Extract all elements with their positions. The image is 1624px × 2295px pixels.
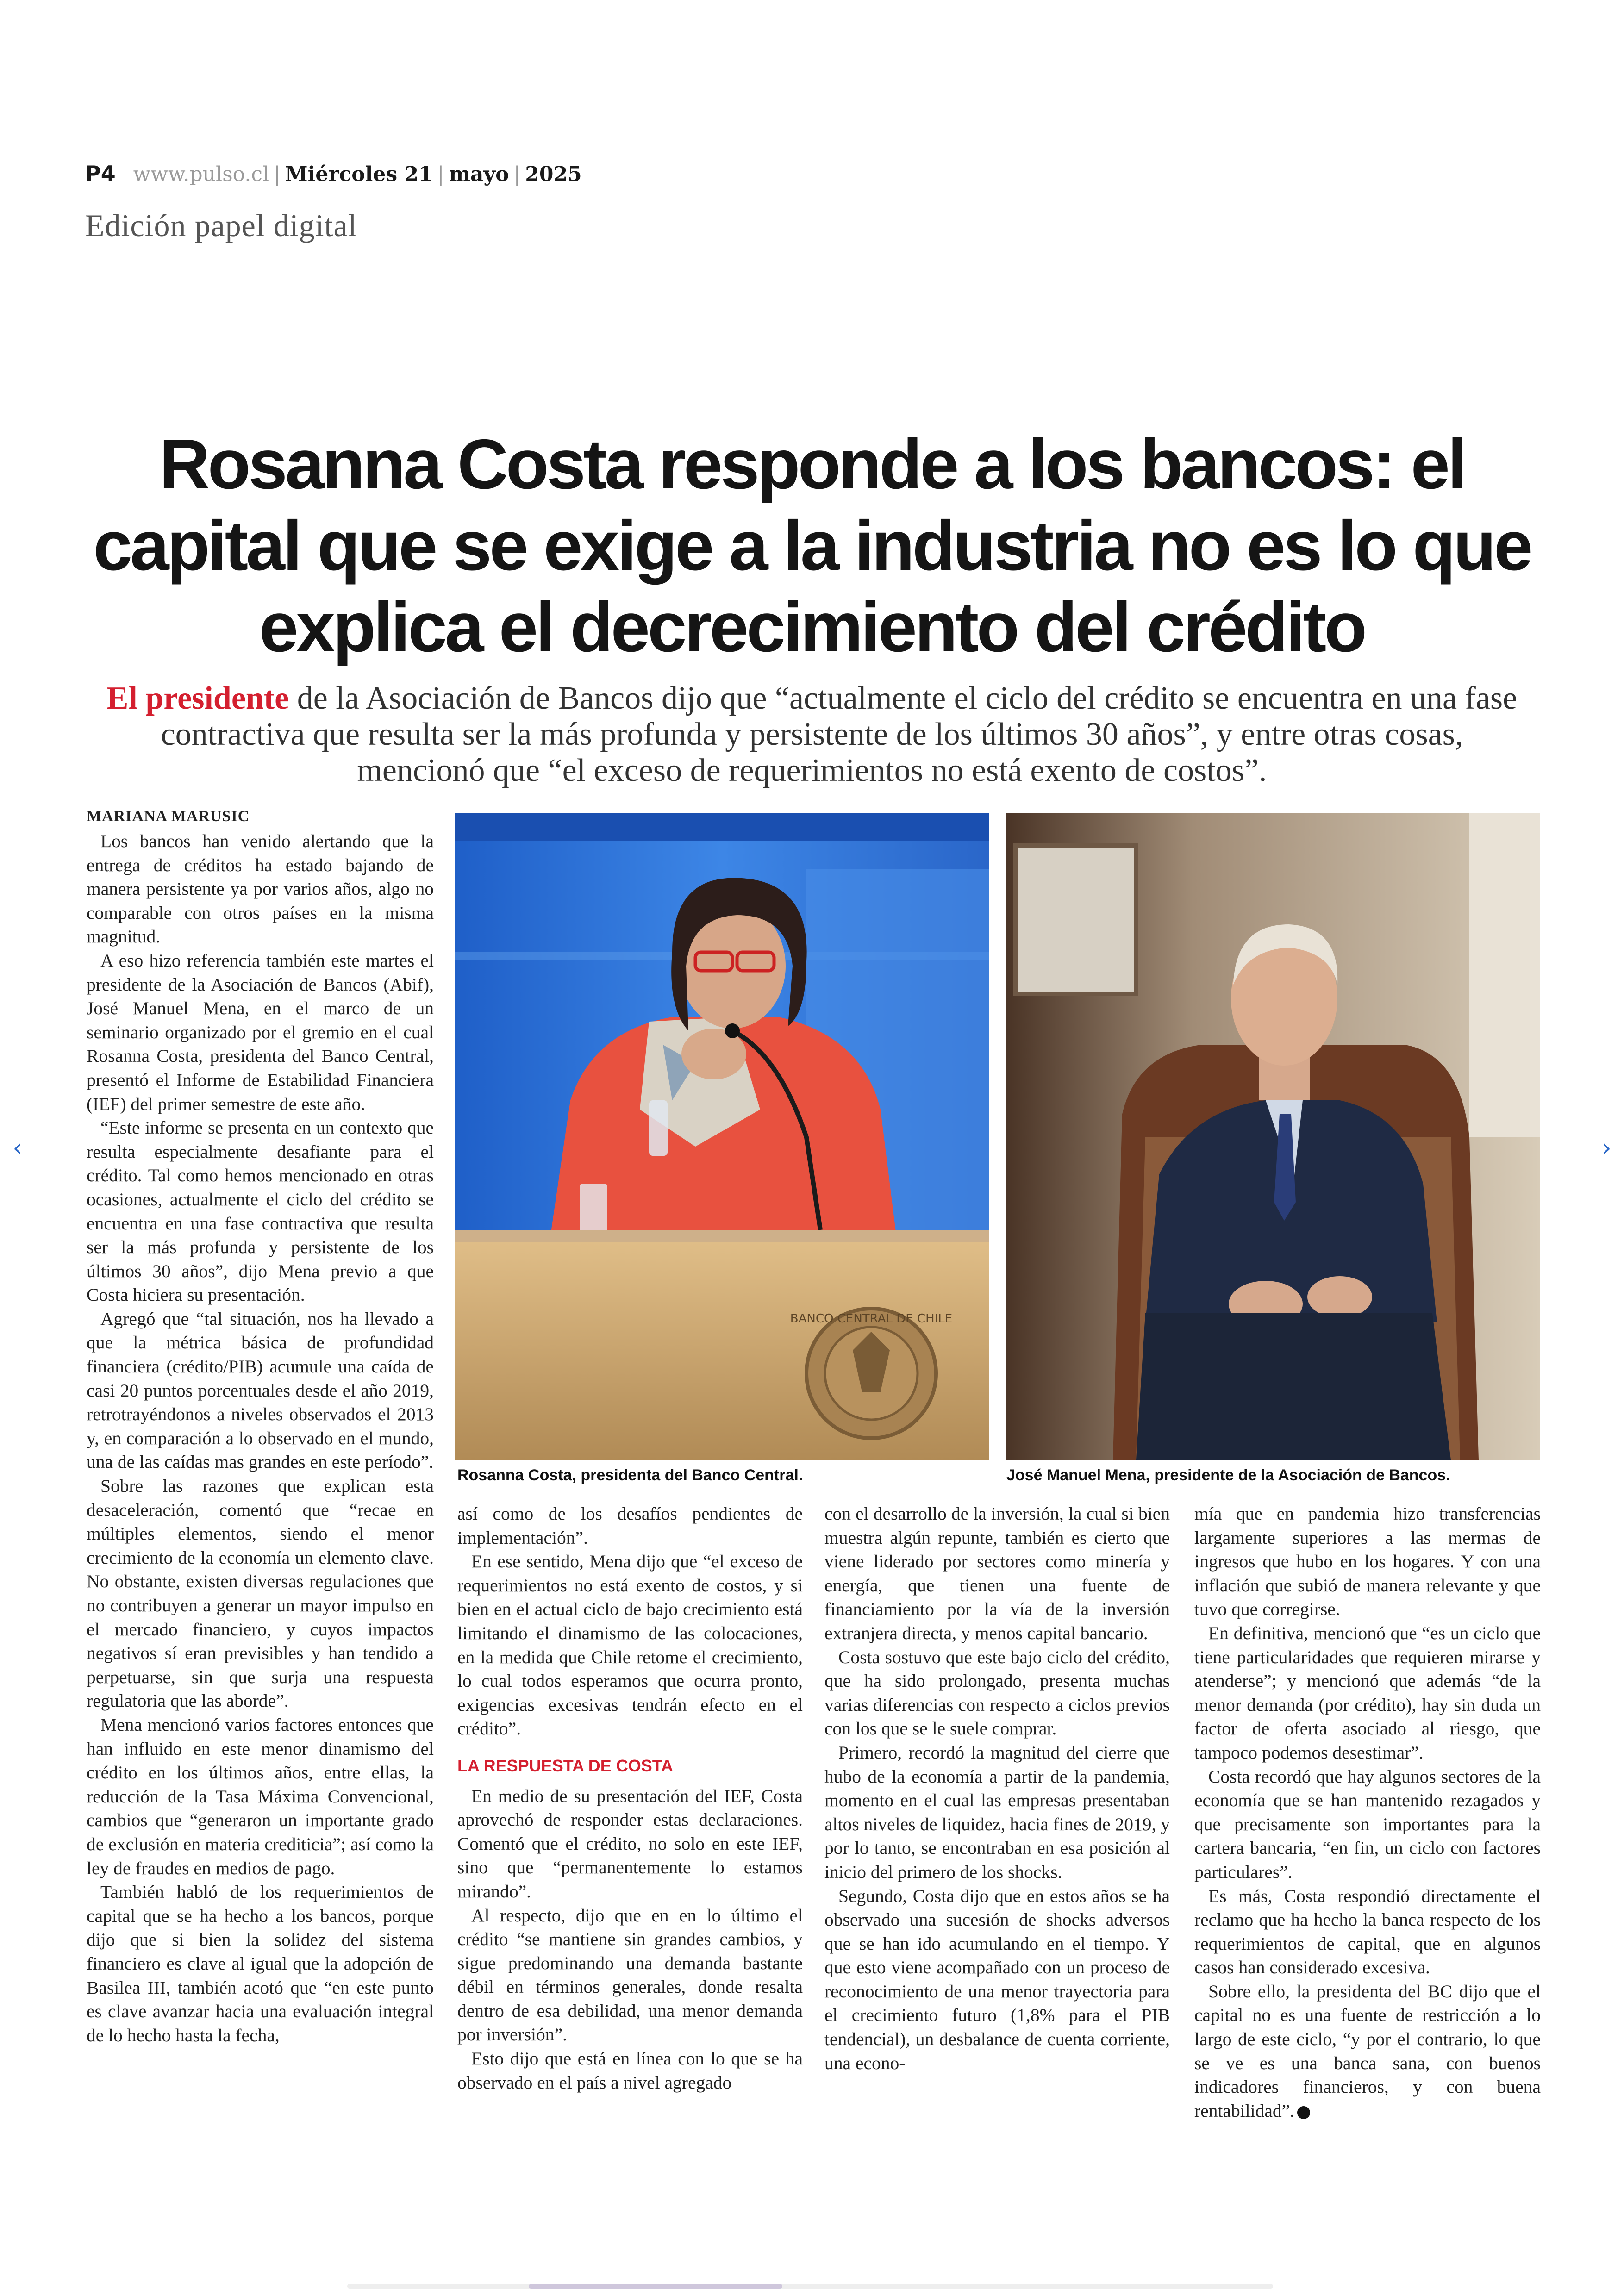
prev-page-button[interactable]: ‹ [12,1133,23,1162]
photo-rosanna-costa-illustration [455,813,989,1460]
photo-jose-manuel-mena [1006,813,1540,1460]
paragraph: Mena mencionó varios factores entonces que han influido en este menor dinamismo del crédito en los últimos años, entre ellas, la reducción de la Tasa Máxima Convencional, cambios que “generaron un importante grado de exclusión en materia crediticia”; así como la ley de fraudes en medios de pago. [87,1714,434,1878]
byline: MARIANA MARUSIC [87,808,250,825]
next-page-button[interactable]: › [1601,1133,1612,1162]
paragraph: Esto dijo que está en línea con lo que se ha observado en el país a nivel agregado [457,2048,803,2093]
article-column-2 [457,1502,803,2095]
paragraph: En definitiva, mencionó que “es un ciclo que tiene particularidades que requieren mirarse y atenderse”; y mencionó que además “de la menor demanda (por crédito), hay sin duda un factor de oferta asociado al riesgo, que tampoco podemos desestimar”. [1194,1622,1541,1763]
photo-rosanna-costa [455,813,989,1460]
paragraph: En ese sentido, Mena dijo que “el exceso de requerimientos no está exento de costos, y si bien en el actual ciclo de bajo crecimiento está limitando el dinamismo de las colocaciones, en la medida que Chile retome el crecimiento, lo cual todos esperamos que ocurra pronto, exigencias excesivas tendrán efecto en el crédito”. [457,1551,803,1739]
paragraph: con el desarrollo de la inversión, la cual si bien muestra algún repunte, también es cierto que viene liderado por sectores como minería y energía, que tienen una fuente de financiamiento por la vía de la inversión extranjera directa, y menos capital bancario. [824,1503,1170,1643]
paragraph: Los bancos han venido alertando que la entrega de créditos ha estado bajando de manera persistente ya por varios años, algo no comparable con otros países en la misma magnitud. [87,831,434,947]
horizontal-scrollbar[interactable] [347,2284,1273,2289]
paragraph: Sobre las razones que explican esta desaceleración, comentó que “recae en múltiples elementos, siendo el menor crecimiento de la economía un elemento clave. No obstante, existen diversas regulaciones que no contribuyen a generar un mayor impulso en el mercado financiero, y cuyos impactos negativos sí eran previsibles y han tendido a perpetuarse, sin que surja una respuesta regulatoria que las aborde”. [87,1476,434,1711]
date-year: 2025 [525,162,582,186]
site-url[interactable]: www.pulso.cl [133,162,269,186]
page-header: P4 www.pulso.cl | Miércoles 21 | mayo | 2025 [85,161,582,186]
section-subhead: LA RESPUESTA DE COSTA [457,1756,674,1775]
paragraph: Costa recordó que hay algunos sectores de la economía que se han mantenido rezagados y que precisamente son importantes para la cartera bancaria, “en fin, un ciclo con factores particulares”. [1194,1766,1541,1882]
end-mark-icon: P [1297,2106,1310,2119]
paragraph: También habló de los requerimientos de capital que se ha hecho a los bancos, porque dijo que si bien la solidez del sistema financiero es clave al igual que la adopción de Basilea III, también acotó que “en este punto es clave avanzar hacia una evaluación integral de lo hecho hasta la fecha, [87,1882,434,2046]
paragraph: Al respecto, dijo que en en lo último el crédito “se mantiene sin grandes cambios, y sigue predominando una demanda bastante débil en términos generales, donde resalta dentro de esa debilidad, una menor demanda por inversión”. [457,1905,803,2045]
paragraph: A eso hizo referencia también este martes el presidente de la Asociación de Bancos (Abif), José Manuel Mena, en el marco de un seminario organizado por el gremio en el cual Rosanna Costa, presidenta del Banco Central, presentó el Informe de Estabilidad Financiera (IEF) del primer semestre de este año. [87,950,434,1114]
seal-text: BANCO CENTRAL DE CHILE [790,1312,953,1326]
dek-text: de la Asociación de Bancos dijo que “actualmente el ciclo del crédito se encuentra en una fase contractiva que resulta ser la más profunda y persistente de los últimos 30 años”, y entre otras cosas, mencionó que “el exceso de requerimientos no está exento de costos”. [161,680,1518,788]
edition-label: Edición papel digital [85,208,357,243]
article-column-4 [1194,1502,1541,2123]
paragraph: Primero, recordó la magnitud del cierre que hubo de la economía a partir de la pandemia, momento en el cual las empresas presentaban altos niveles de liquidez, hacia fines de 2019, y por lo tanto, se encontraban en esa posición al inicio del primero de los shocks. [824,1742,1170,1882]
paragraph: Segundo, Costa dijo que en estos años se ha observado una sucesión de shocks adversos que se han ido acumulando en el tiempo. Y que esto viene acompañado con un proceso de reconocimiento de una menor trayectoria para el crecimiento futuro (1,8% para el PIB tendencial), un desbalance de cuenta corriente, una econo- [824,1885,1170,2073]
final-paragraph-text: Sobre ello, la presidenta del BC dijo que el capital no es una fuente de restricción a lo largo de este ciclo, “y por el contrario, lo que se ve es una banca sana, con buenos indicadores financieros, y con buena rentabilidad”. [1194,1981,1541,2121]
paragraph: Es más, Costa respondió directamente el reclamo que ha hecho la banca respecto de los requerimientos de capital, que en algunos casos han considerado excesiva. [1194,1885,1541,1978]
date-day: Miércoles 21 [285,162,433,186]
paragraph: así como de los desafíos pendientes de implementación”. [457,1503,803,1548]
paragraph: Costa sostuvo que este bajo ciclo del crédito, que ha sido prolongado, presenta muchas varias diferencias con respecto a ciclos previos con los que se le suele comprar. [824,1646,1170,1739]
paragraph: En medio de su presentación del IEF, Costa aprovechó de responder estas declaraciones. Comentó que el crédito, no solo en este IEF, sino que “permanentemente lo estamos mirando”. [457,1785,803,1902]
headline: Rosanna Costa responde a los bancos: el capital que se exige a la industria no es lo que explica el decrecimiento del crédito [93,425,1531,667]
paragraph: Agregó que “tal situación, nos ha llevado a que la métrica básica de profundidad financiera (crédito/PIB) acumule una caída de casi 20 puntos porcentuales desde el año 2019, retrotrayéndonos a niveles observados el 2013 y, en comparación a lo observado en el mundo, una de las caídas mas grandes en este período”. [87,1308,434,1472]
dek-lead: El presidente [106,680,289,716]
page-number: P4 [85,161,116,186]
photo-caption-mena: José Manuel Mena, presidente de la Asociación de Bancos. [1006,1466,1450,1484]
scrollbar-thumb[interactable] [529,2284,782,2289]
article-column-3 [824,1502,1170,2075]
paragraph: “Este informe se presenta en un contexto que resulta especialmente desafiante para el crédito. Tal como hemos mencionado en otras ocasiones, actualmente el ciclo del crédito se encuentra en una fase contractiva que resulta ser la más profunda y persistente de los últimos 30 años”, dijo Mena previo a que Costa hiciera su presentación. [87,1117,434,1305]
photo-jose-manuel-mena-illustration [1006,813,1540,1460]
paragraph: mía que en pandemia hizo transferencias largamente superiores a las mermas de ingresos que hubo en los hogares. Y con una inflación que subió de manera relevante y que tuvo que corregirse. [1194,1503,1541,1620]
dek [106,680,1518,789]
photo-caption-costa: Rosanna Costa, presidenta del Banco Central. [457,1466,803,1484]
paragraph [1194,1980,1541,2123]
date-month: mayo [449,162,509,186]
article-column-1 [87,829,434,2047]
